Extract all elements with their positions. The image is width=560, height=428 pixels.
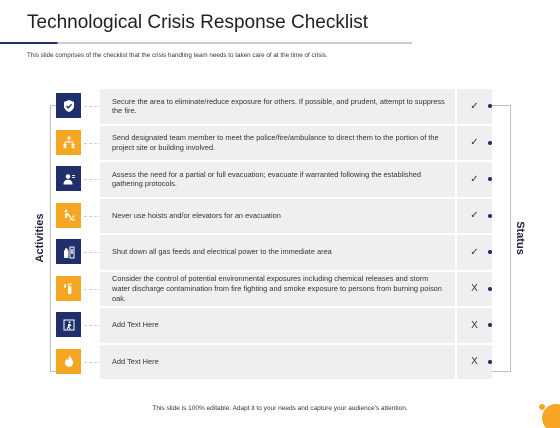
status-mark: ✓	[457, 199, 492, 234]
checklist-row	[56, 198, 496, 235]
slide-subtitle: This slide comprises of the checklist that the crisis handling team needs to taken care of at the time of crisis.	[27, 52, 328, 59]
checklist-row	[56, 271, 496, 308]
gas-shutoff-icon	[56, 239, 81, 264]
activity-text: Assess the need for a partial or full evacuation; evacuate if warranted following the established gathering protocols.	[100, 162, 455, 197]
no-elevator-icon	[56, 203, 81, 228]
status-dot	[488, 214, 492, 218]
status-mark: ✓	[457, 126, 492, 161]
title-underline	[0, 42, 412, 44]
emergency-exit-icon	[56, 312, 81, 337]
activity-text: Add Text Here	[100, 308, 455, 343]
activities-label: Activities	[34, 213, 46, 263]
activity-text: Secure the area to eliminate/reduce exposure for others. If possible, and prudent, attempt to suppress the fire.	[100, 89, 455, 124]
status-mark: X	[457, 272, 492, 307]
status-dot	[488, 323, 492, 327]
status-mark: ✓	[457, 162, 492, 197]
checklist	[56, 88, 496, 380]
corner-decoration	[534, 398, 560, 428]
status-dot	[488, 250, 492, 254]
activity-text: Consider the control of potential environmental exposures including chemical releases and storm water discharge contamination from fire fighting and smoke exposure to persons from burning poison oak.	[100, 272, 455, 307]
status-mark: X	[457, 308, 492, 343]
checklist-row	[56, 234, 496, 271]
activity-text: Send designated team member to meet the police/fire/ambulance to direct them to the portion of the project site or building involved.	[100, 126, 455, 161]
team-hierarchy-icon	[56, 130, 81, 155]
status-dot	[488, 360, 492, 364]
fire-extinguisher-icon	[56, 276, 81, 301]
checklist-row	[56, 88, 496, 125]
status-dot	[488, 104, 492, 108]
checklist-row	[56, 125, 496, 162]
person-assess-icon	[56, 166, 81, 191]
shield-check-icon	[56, 93, 81, 118]
activity-text: Never use hoists and/or elevators for an evacuation	[100, 199, 455, 234]
checklist-row	[56, 161, 496, 198]
status-dot	[488, 141, 492, 145]
checklist-row	[56, 344, 496, 381]
fire-icon	[56, 349, 81, 374]
activity-text: Shut down all gas feeds and electrical power to the immediate area	[100, 235, 455, 270]
status-dot	[488, 287, 492, 291]
status-mark: X	[457, 345, 492, 380]
status-dot	[488, 177, 492, 181]
checklist-row	[56, 307, 496, 344]
status-mark: ✓	[457, 89, 492, 124]
status-label: Status	[514, 221, 526, 255]
status-mark: ✓	[457, 235, 492, 270]
slide-title: Technological Crisis Response Checklist	[27, 12, 369, 33]
activity-text: Add Text Here	[100, 345, 455, 380]
footer-note: This slide is 100% editable. Adapt it to your needs and capture your audience's attention.	[152, 405, 408, 412]
